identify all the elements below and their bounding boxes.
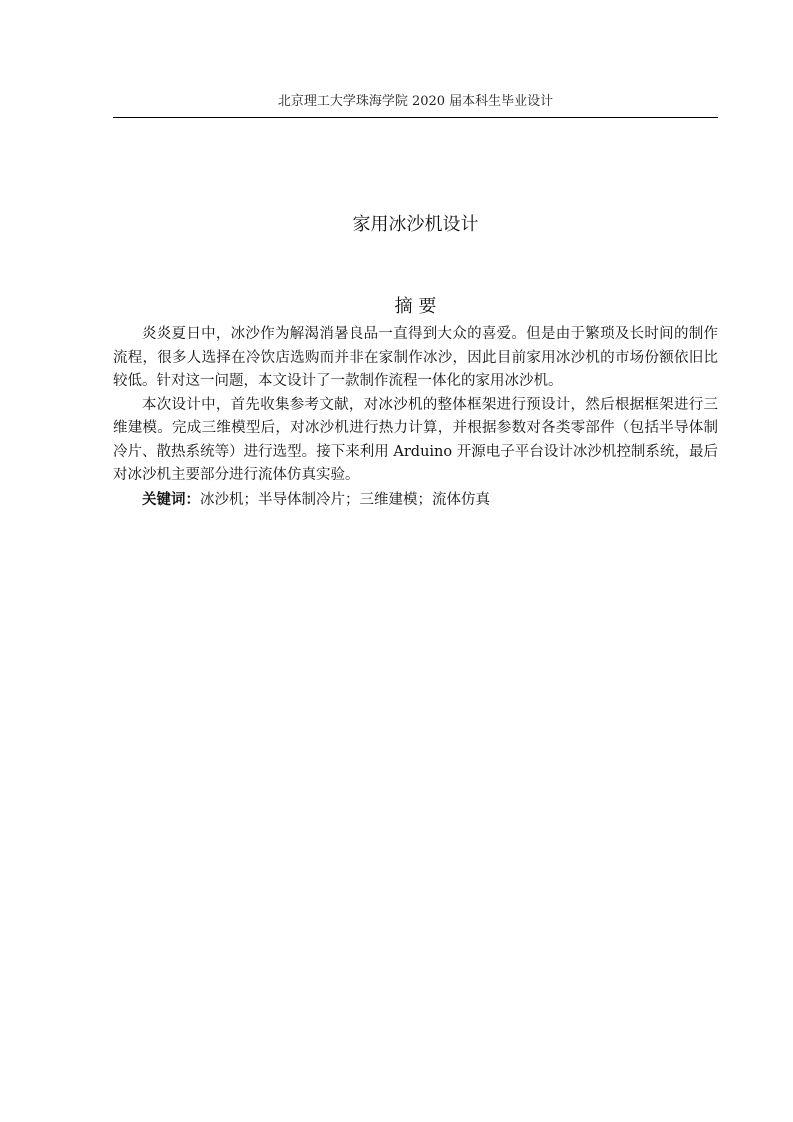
keywords-label: 关键词：	[142, 490, 200, 508]
abstract-paragraph-2: 本次设计中，首先收集参考文献，对冰沙机的整体框架进行预设计，然后根据框架进行三维建模。完成三维模型后，对冰沙机进行热力计算，并根据参数对各类零部件（包括半导体制冷片、散热系统等）进行选型。接下来利用 Arduino 开源电子平台设计冰沙机控制系统，最后对冰沙机主要部分进行流体仿真实验。	[113, 396, 718, 483]
header-rule	[113, 117, 718, 118]
abstract-heading: 摘 要	[394, 296, 437, 317]
keywords-text: 冰沙机；半导体制冷片；三维建模；流体仿真	[200, 491, 490, 508]
running-header: 北京理工大学珠海学院 2020 届本科生毕业设计	[277, 94, 554, 109]
abstract-body	[113, 323, 718, 512]
document-title: 家用冰沙机设计	[352, 214, 479, 235]
keywords-line	[113, 488, 718, 513]
abstract-paragraph-1: 炎炎夏日中，冰沙作为解渴消暑良品一直得到大众的喜爱。但是由于繁琐及长时间的制作流程，很多人选择在冷饮店选购而并非在家制作冰沙，因此目前家用冰沙机的市场份额依旧比较低。针对这一问题，本文设计了一款制作流程一体化的家用冰沙机。	[113, 326, 718, 389]
